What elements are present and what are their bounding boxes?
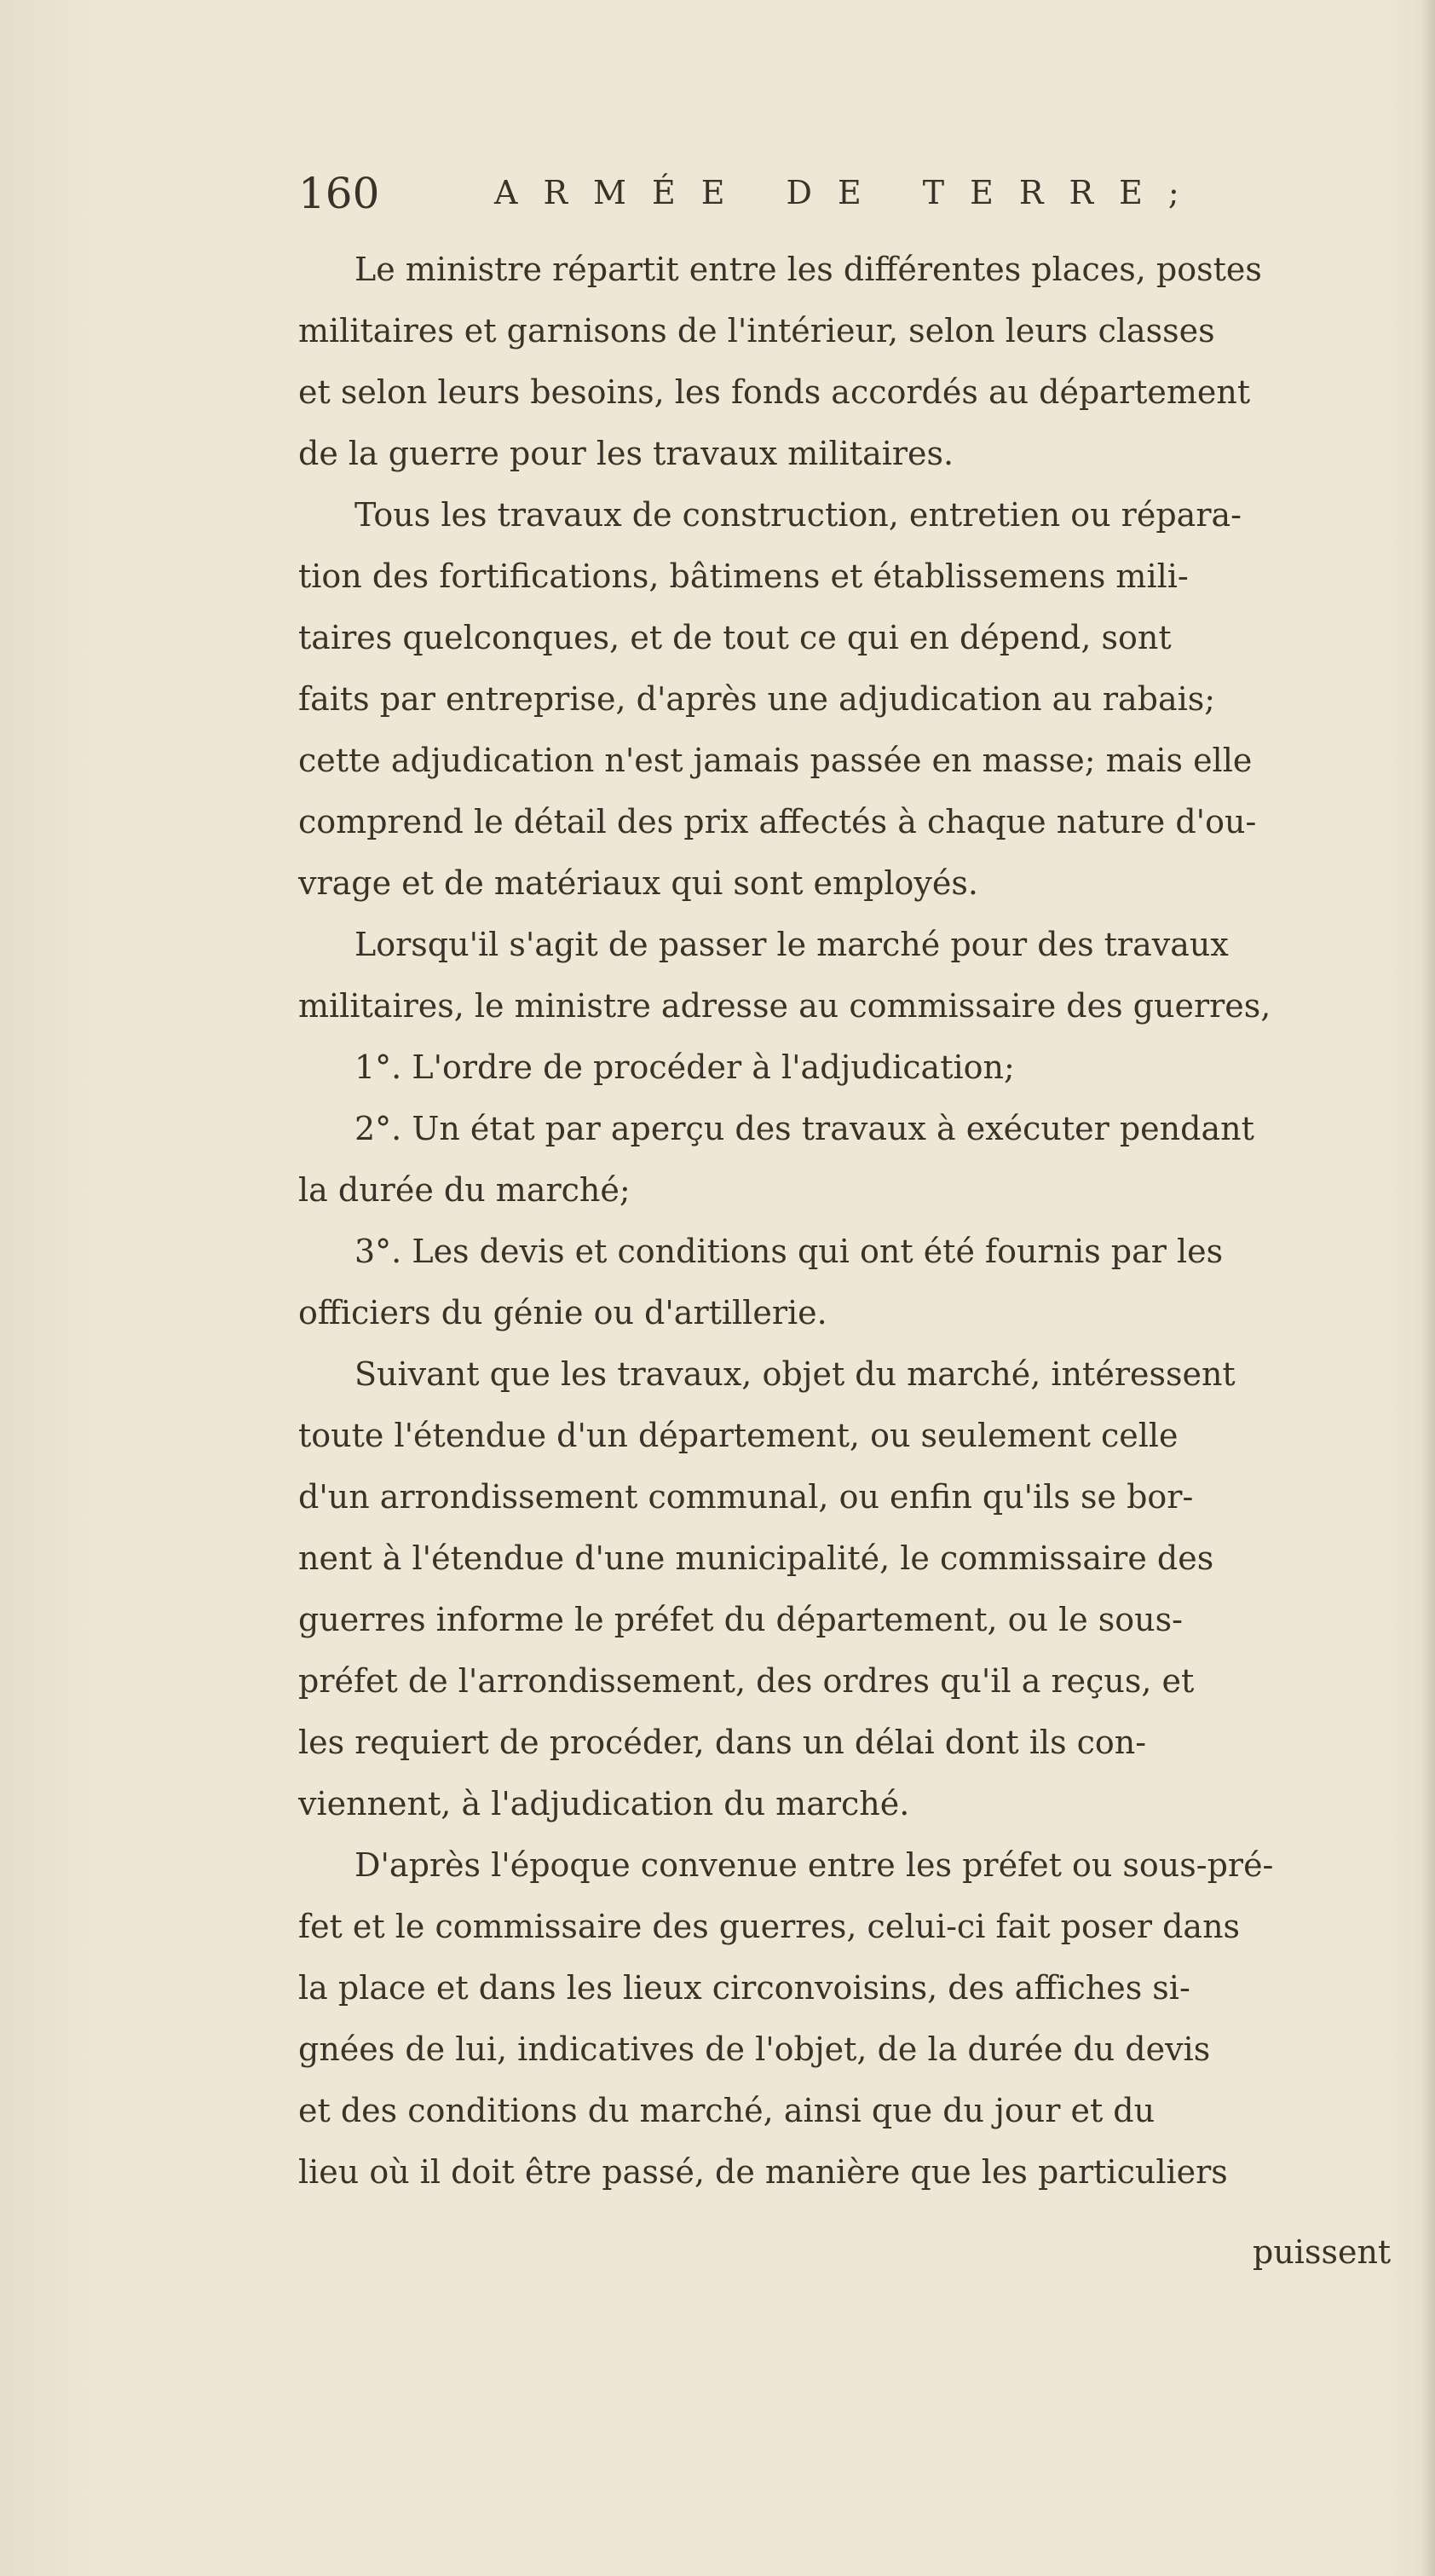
text-line: d'un arrondissement communal, ou enfin qu'ils se bor- [298, 1478, 1194, 1516]
text-line: la place et dans les lieux circonvoisins, des affiches si- [298, 1969, 1190, 2007]
text-line: et selon leurs besoins, les fonds accordés au département [298, 373, 1251, 411]
text-line: faits par entreprise, d'après une adjudication au rabais; [298, 680, 1216, 718]
text-line: tion des fortifications, bâtimens et établissemens mili- [298, 557, 1189, 595]
running-head [298, 169, 1406, 228]
text-line: cette adjudication n'est jamais passée en masse; mais elle [298, 742, 1253, 779]
text-line: Tous les travaux de construction, entretien ou répara- [354, 496, 1242, 534]
text-line: taires quelconques, et de tout ce qui en dépend, sont [298, 619, 1172, 656]
text-line: Suivant que les travaux, objet du marché, intéressent [354, 1355, 1236, 1393]
page-number: 160 [298, 169, 380, 218]
running-title: ARMÉE DE TERRE; [494, 174, 1205, 211]
text-line: D'après l'époque convenue entre les préfet ou sous-pré- [354, 1846, 1274, 1884]
text-line: officiers du génie ou d'artillerie. [298, 1294, 827, 1331]
text-line: préfet de l'arrondissement, des ordres qu'il a reçus, et [298, 1662, 1195, 1700]
text-line: toute l'étendue d'un département, ou seulement celle [298, 1417, 1179, 1454]
text-line: de la guerre pour les travaux militaires. [298, 435, 954, 472]
text-line: nent à l'étendue d'une municipalité, le commissaire des [298, 1539, 1214, 1577]
page-edge [1423, 0, 1435, 2576]
text-line: 3°. Les devis et conditions qui ont été fournis par les [354, 1233, 1224, 1270]
text-line: Le ministre répartit entre les différentes places, postes [354, 251, 1262, 288]
text-line: fet et le commissaire des guerres, celui-ci fait poser dans [298, 1908, 1241, 1945]
text-line: vrage et de matériaux qui sont employés. [298, 864, 978, 902]
text-line: lieu où il doit être passé, de manière que les particuliers [298, 2153, 1228, 2191]
catchword: puissent [1253, 2233, 1392, 2271]
text-line: militaires, le ministre adresse au commissaire des guerres, [298, 987, 1271, 1025]
text-line: Lorsqu'il s'agit de passer le marché pour des travaux [354, 926, 1229, 963]
text-line: gnées de lui, indicatives de l'objet, de la durée du devis [298, 2030, 1211, 2068]
text-line: viennent, à l'adjudication du marché. [298, 1785, 910, 1822]
text-line: 1°. L'ordre de procéder à l'adjudication; [354, 1048, 1015, 1086]
body-text [298, 239, 1398, 2203]
text-line: guerres informe le préfet du département, ou le sous- [298, 1601, 1183, 1638]
text-line: la durée du marché; [298, 1171, 631, 1209]
text-line: les requiert de procéder, dans un délai dont ils con- [298, 1724, 1147, 1761]
text-line: militaires et garnisons de l'intérieur, selon leurs classes [298, 312, 1215, 349]
text-line: 2°. Un état par aperçu des travaux à exécuter pendant [354, 1110, 1254, 1147]
text-line: comprend le détail des prix affectés à chaque nature d'ou- [298, 803, 1257, 840]
text-line: et des conditions du marché, ainsi que du jour et du [298, 2092, 1155, 2129]
